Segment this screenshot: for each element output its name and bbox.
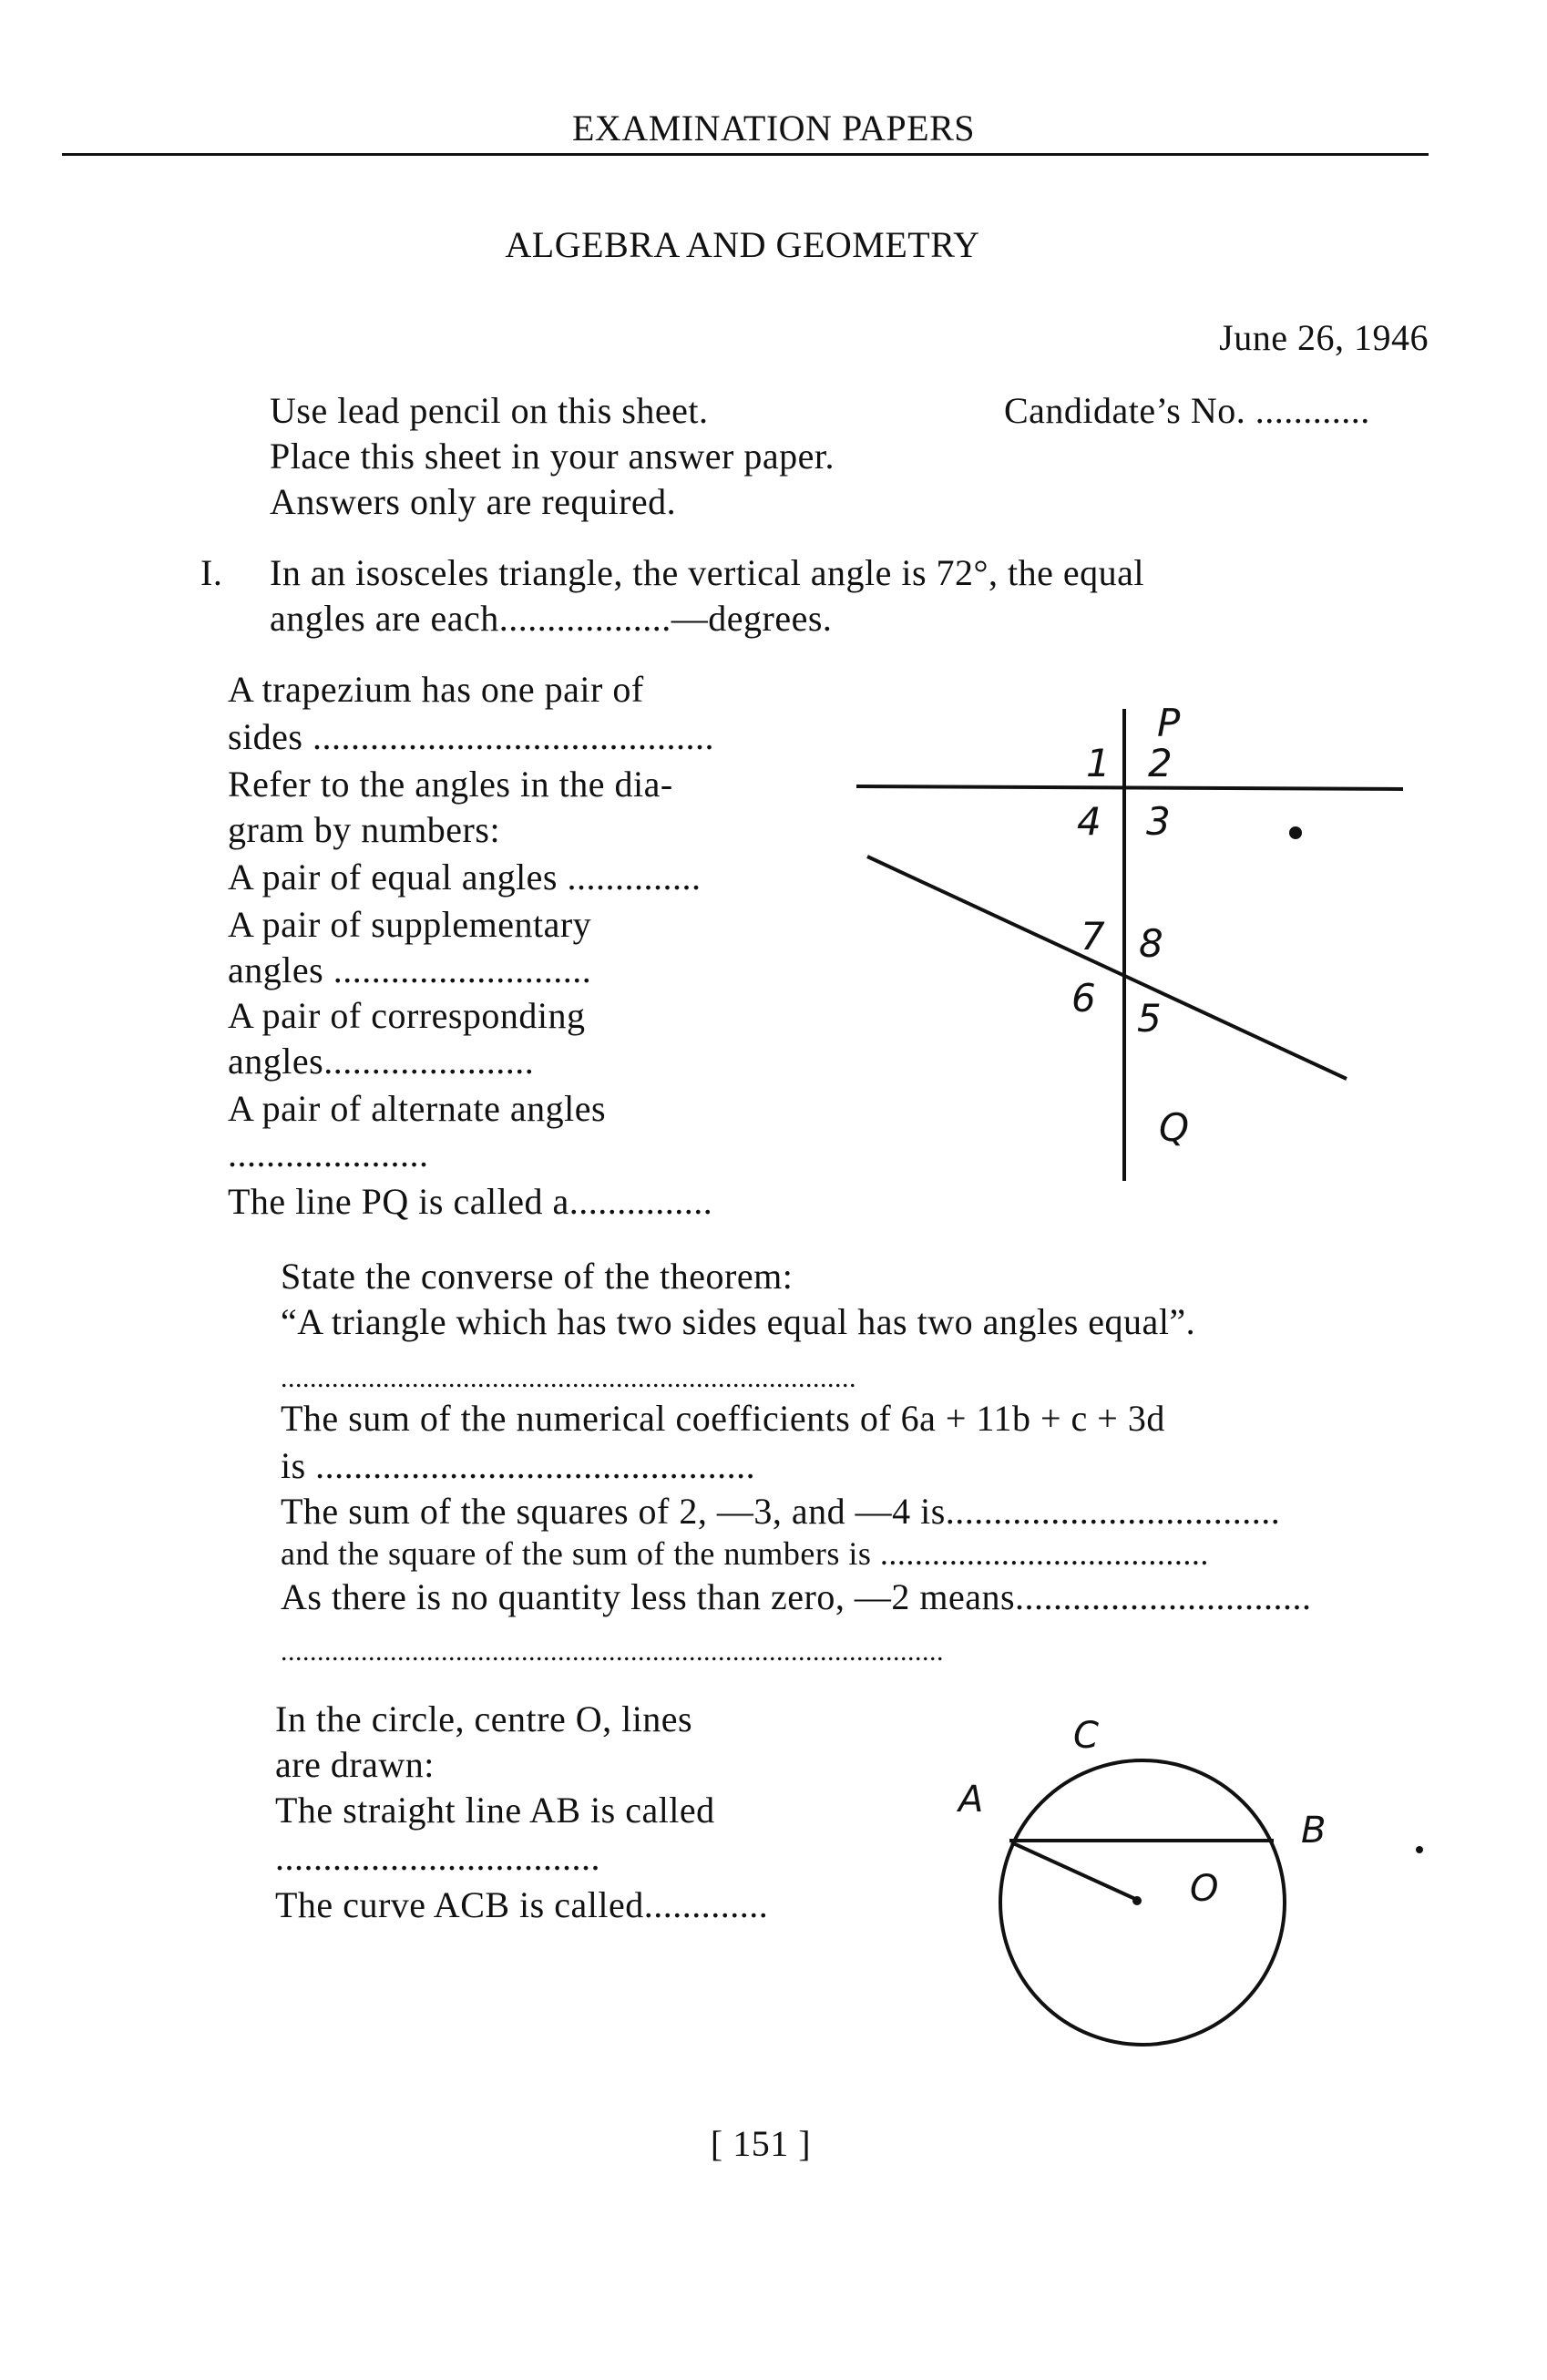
label-q: Q: [1159, 1105, 1190, 1150]
label-p: P: [1157, 701, 1181, 745]
arc-question: The curve ACB is called.............: [275, 1884, 769, 1925]
exam-date: June 26, 1946: [1219, 317, 1429, 358]
dot-mark: [1416, 1846, 1423, 1853]
converse-answer-line: ...............................................................................: [281, 1363, 856, 1393]
sum-of-squares-question: The sum of the squares of 2, —3, and —4 is...................................: [281, 1491, 1281, 1532]
supplementary-angles-answer: angles ...........................: [228, 949, 592, 990]
label-b: B: [1301, 1810, 1327, 1852]
trapezium-answer-line: sides ..........................................: [228, 716, 714, 757]
label-1: 1: [1086, 741, 1111, 785]
label-o: O: [1190, 1868, 1219, 1910]
label-7: 7: [1081, 914, 1105, 959]
negative-meaning-question: As there is no quantity less than zero, —2 means...............................: [281, 1576, 1312, 1617]
label-5: 5: [1137, 996, 1162, 1041]
label-3: 3: [1146, 799, 1171, 844]
running-title: EXAMINATION PAPERS: [571, 108, 976, 149]
angles-instruction-line-1: Refer to the angles in the dia-: [228, 764, 673, 805]
circle: [1000, 1760, 1285, 2045]
negative-meaning-answer-line: ...........................................................................................: [281, 1636, 944, 1667]
chord-question: The straight line AB is called: [275, 1790, 715, 1831]
instruction-line-1: Use lead pencil on this sheet.: [270, 390, 709, 431]
angles-instruction-line-2: gram by numbers:: [228, 809, 501, 850]
page-number: [ 151 ]: [710, 2123, 812, 2164]
alternate-angles-answer: .....................: [228, 1134, 429, 1175]
line-pq-question: The line PQ is called a...............: [228, 1181, 713, 1222]
label-4: 4: [1077, 799, 1101, 844]
converse-theorem-quote: “A triangle which has two sides equal has two angles equal”.: [281, 1301, 1196, 1342]
coefficients-question: The sum of the numerical coefficients of 6a + 11b + c + 3d: [281, 1398, 1165, 1439]
centre-point: [1132, 1896, 1142, 1905]
paper-title: ALGEBRA AND GEOMETRY: [505, 224, 980, 265]
isosceles-question-line-1: In an isosceles triangle, the vertical angle is 72°, the equal: [270, 552, 1145, 593]
circle-question-line-1: In the circle, centre O, lines: [275, 1698, 693, 1739]
corresponding-angles-answer: angles......................: [228, 1041, 535, 1082]
corresponding-angles-question: A pair of corresponding: [228, 995, 586, 1036]
label-a: A: [958, 1779, 984, 1821]
equal-angles-question: A pair of equal angles ..............: [228, 857, 702, 898]
isosceles-question-line-2: angles are each..................—degrees.: [270, 598, 833, 639]
instruction-line-3: Answers only are required.: [270, 481, 677, 522]
candidate-number: Candidate’s No. ............: [1004, 390, 1370, 431]
instruction-line-2: Place this sheet in your answer paper.: [270, 436, 835, 477]
coefficients-answer-line: is ..............................................: [281, 1445, 756, 1486]
label-6: 6: [1071, 976, 1096, 1021]
trapezium-question: A trapezium has one pair of: [228, 669, 644, 710]
label-2: 2: [1148, 741, 1173, 785]
supplementary-angles-question: A pair of supplementary: [228, 904, 592, 945]
label-c: C: [1073, 1715, 1099, 1757]
converse-question-line-1: State the converse of the theorem:: [281, 1256, 794, 1297]
label-8: 8: [1139, 921, 1163, 966]
radius-line: [1011, 1842, 1135, 1899]
circle-question-line-2: are drawn:: [275, 1744, 435, 1785]
chord-answer-line: ..................................: [275, 1837, 600, 1878]
alternate-angles-question: A pair of alternate angles: [228, 1088, 607, 1129]
question-number: I.: [200, 552, 223, 593]
square-of-sum-question: and the square of the sum of the numbers is ......................................: [281, 1535, 1209, 1572]
